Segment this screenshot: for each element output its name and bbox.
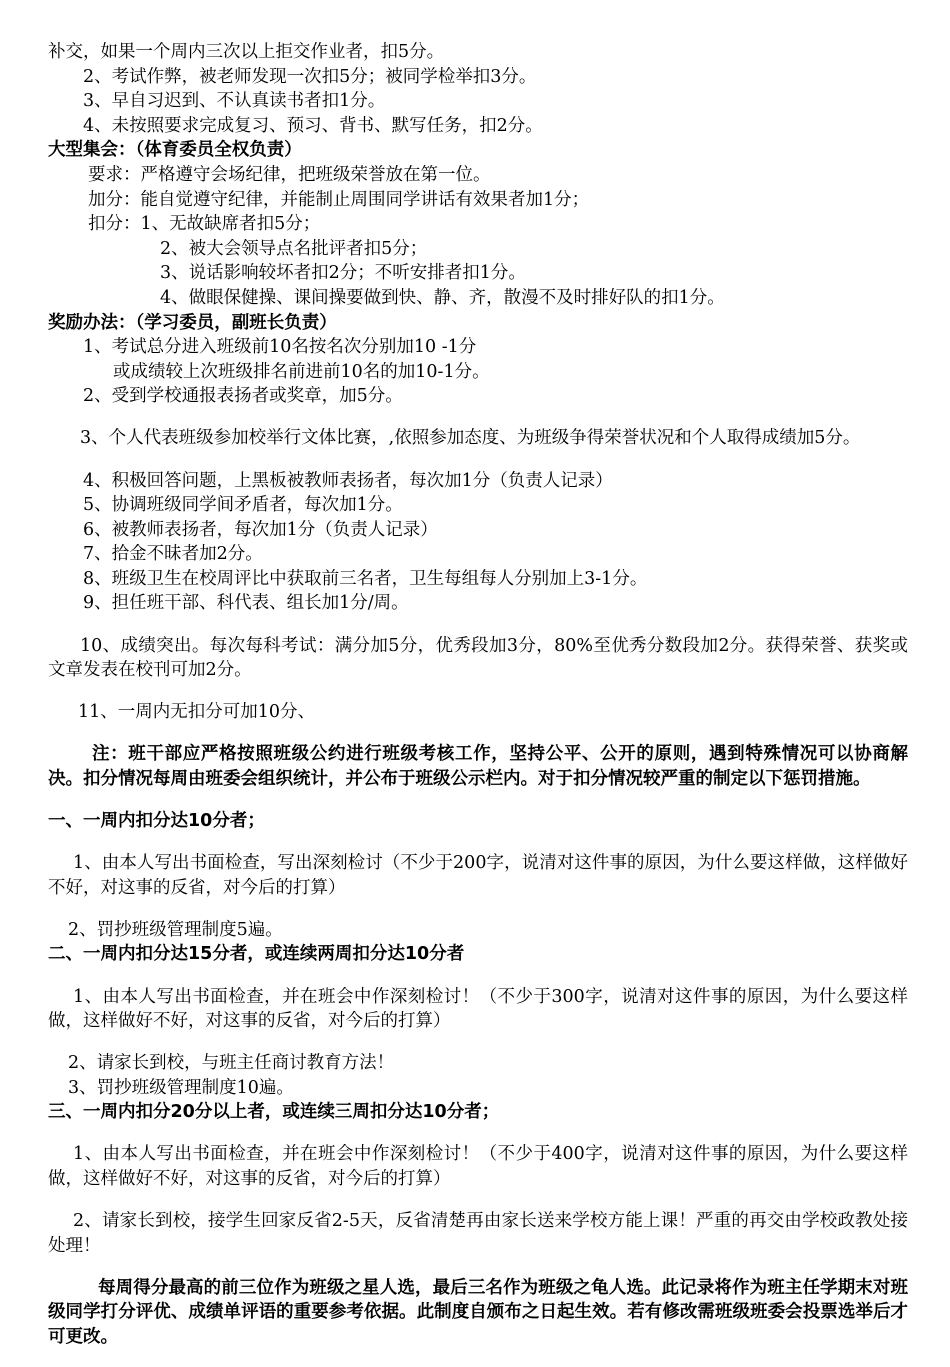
penalty-heading-1: 一、一周内扣分达10分者； bbox=[48, 811, 265, 832]
penalty-heading-2: 二、一周内扣分达15分者，或连续两周扣分达10分者 bbox=[48, 944, 465, 965]
reward-item-6: 6、被教师表扬者，每次加1分（负责人记录） bbox=[83, 519, 438, 540]
penalty-3-item-2: 2、请家长到校，接学生回家反省2-5天，反省清楚再由家长送来学校方能上课！严重的再交由学校政教处接处理！ bbox=[48, 1211, 908, 1256]
reward-item-9: 9、担任班干部、科代表、组长加1分/周。 bbox=[83, 593, 409, 614]
penalty-1-item-1: 1、由本人写出书面检查，写出深刻检讨（不少于200字，说清对这件事的原因，为什么要这样做，这样做好不好，对这事的反省，对今后的打算） bbox=[48, 853, 908, 898]
final-paragraph: 每周得分最高的前三位作为班级之星人选，最后三名作为班级之龟人选。此记录将作为班主任学期末对班级同学打分评优、成绩单评语的重要参考依据。此制度自颁布之日起生效。若有修改需班级班委会投票选举后才可更改。 bbox=[48, 1277, 908, 1348]
penalty-2-item-3: 3、罚抄班级管理制度10遍。 bbox=[68, 1077, 294, 1098]
reward-item-7: 7、拾金不昧者加2分。 bbox=[83, 544, 263, 565]
rule-item-2: 2、考试作弊，被老师发现一次扣5分；被同学检举扣3分。 bbox=[83, 66, 537, 87]
penalty-heading-3: 三、一周内扣分20分以上者，或连续三周扣分达10分者； bbox=[48, 1102, 500, 1123]
reward-item-5: 5、协调班级同学间矛盾者，每次加1分。 bbox=[83, 495, 403, 516]
section-heading-reward: 奖励办法：（学习委员，副班长负责） bbox=[48, 312, 337, 333]
reward-item-3: 3、个人代表班级参加校举行文体比赛，,依照参加态度、为班级争得荣誉状况和个人取得成绩加5分。 bbox=[80, 428, 861, 449]
rule-item-4: 4、未按照要求完成复习、预习、背书、默写任务，扣2分。 bbox=[83, 115, 543, 136]
assembly-deduction-4: 4、做眼保健操、课间操要做到快、静、齐，散漫不及时排好队的扣1分。 bbox=[160, 287, 725, 308]
assembly-bonus: 加分：能自觉遵守纪律，并能制止周围同学讲话有效果者加1分； bbox=[88, 189, 590, 210]
penalty-2-item-2: 2、请家长到校，与班主任商讨教育方法！ bbox=[68, 1053, 395, 1074]
assembly-requirement: 要求：严格遵守会场纪律，把班级荣誉放在第一位。 bbox=[88, 164, 491, 185]
reward-item-1: 1、考试总分进入班级前10名按名次分别加10 -1分 bbox=[83, 337, 477, 358]
reward-item-10: 10、成绩突出。每次每科考试：满分加5分，优秀段加3分，80%至优秀分数段加2分。获得荣誉、获奖或文章发表在校刊可加2分。 bbox=[48, 635, 908, 681]
penalty-1-item-2: 2、罚抄班级管理制度5遍。 bbox=[68, 919, 283, 940]
document-page bbox=[48, 40, 908, 1367]
assembly-deduction-2: 2、被大会领导点名批评者扣5分； bbox=[160, 238, 428, 259]
reward-item-2: 2、受到学校通报表扬者或奖章，加5分。 bbox=[83, 386, 403, 407]
penalty-3-item-1: 1、由本人写出书面检查，并在班会中作深刻检讨！（不少于400字，说清对这件事的原因，为什么要这样做，这样做好不好，对这事的反省，对今后的打算） bbox=[48, 1144, 908, 1190]
assembly-deduction-3: 3、说话影响较坏者扣2分；不听安排者扣1分。 bbox=[160, 263, 526, 284]
rule-line-1: 补交，如果一个周内三次以上拒交作业者，扣5分。 bbox=[48, 42, 445, 62]
reward-item-1-cont: 或成绩较上次班级排名前进前10名的加10-1分。 bbox=[113, 361, 490, 382]
reward-item-4: 4、积极回答问题，上黑板被教师表扬者，每次加1分（负责人记录） bbox=[83, 470, 613, 491]
section-heading-assembly: 大型集会：（体育委员全权负责） bbox=[48, 140, 302, 161]
penalty-2-item-1: 1、由本人写出书面检查，并在班会中作深刻检讨！（不少于300字，说清对这件事的原因，为什么要这样做，这样做好不好，对这事的反省，对今后的打算） bbox=[48, 986, 908, 1032]
note-paragraph: 注：班干部应严格按照班级公约进行班级考核工作，坚持公平、公开的原则，遇到特殊情况可以协商解决。扣分情况每周由班委会组织统计，并公布于班级公示栏内。对于扣分情况较严重的制定以下惩罚措施。 bbox=[48, 744, 908, 789]
rule-item-3: 3、早自习迟到、不认真读书者扣1分。 bbox=[83, 91, 386, 112]
assembly-deduction-1: 扣分：1、无故缺席者扣5分； bbox=[88, 214, 321, 235]
reward-item-11: 11、一周内无扣分可加10分、 bbox=[78, 702, 316, 723]
reward-item-8: 8、班级卫生在校周评比中获取前三名者，卫生每组每人分别加上3-1分。 bbox=[83, 568, 648, 589]
